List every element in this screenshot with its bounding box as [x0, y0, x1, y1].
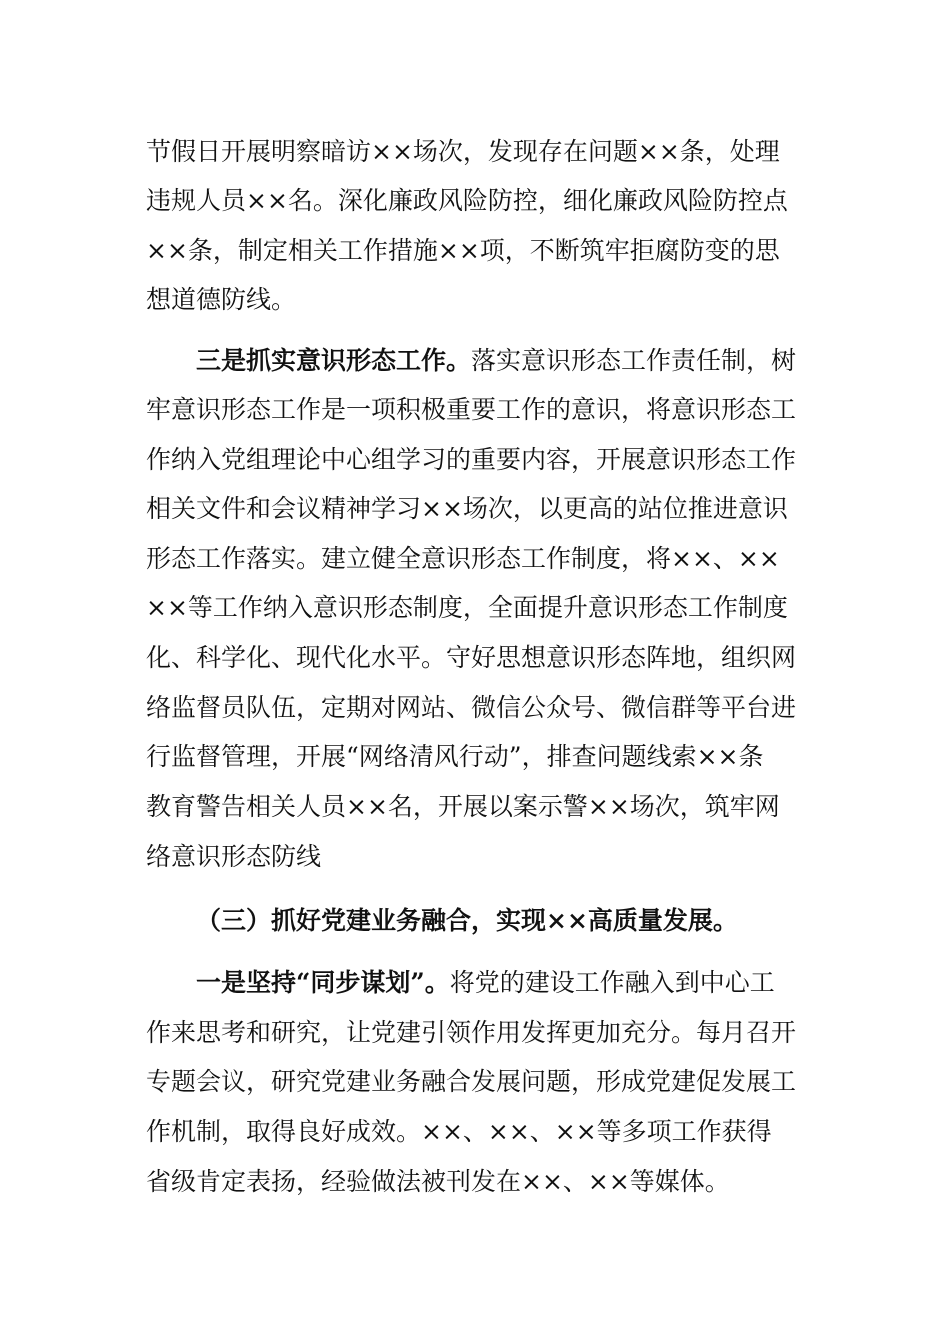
paragraph-line: 教育警告相关人员××名，开展以案示警××场次，筑牢网 [146, 792, 780, 821]
paragraph-line: 络监督员队伍，定期对网站、微信公众号、微信群等平台进 [146, 693, 797, 722]
paragraph-line: 专题会议，研究党建业务融合发展问题，形成党建促发展工 [146, 1067, 797, 1096]
paragraph-line: 违规人员××名。深化廉政风险防控，细化廉政风险防控点 [146, 186, 788, 215]
paragraph-line: 作来思考和研究，让党建引领作用发挥更加充分。每月召开 [146, 1018, 797, 1047]
paragraph-line: ××等工作纳入意识形态制度，全面提升意识形态工作制度 [146, 593, 788, 622]
paragraph-lead-heading: 一是坚持“同步谋划”。 [196, 968, 450, 997]
paragraph-line: 作纳入党组理论中心组学习的重要内容，开展意识形态工作 [146, 445, 797, 474]
paragraph-line: 作机制，取得良好成效。××、××、××等多项工作获得 [146, 1117, 772, 1146]
paragraph-line: 行监督管理，开展“网络清风行动”，排查问题线索××条 [146, 742, 764, 771]
paragraph-line: 想道德防线。 [146, 285, 297, 314]
paragraph-line: 化、科学化、现代化水平。守好思想意识形态阵地，组织网 [146, 643, 797, 672]
paragraph-line: 络意识形态防线 [146, 842, 322, 871]
paragraph-lead-heading: 三是抓实意识形态工作。 [196, 346, 472, 375]
paragraph-line: 省级肯定表扬，经验做法被刊发在××、××等媒体。 [146, 1167, 730, 1196]
paragraph-text: 落实意识形态工作责任制，树 [471, 346, 797, 375]
paragraph-first-line [196, 968, 806, 998]
section-heading: （三）抓好党建业务融合，实现××高质量发展。 [196, 906, 738, 935]
paragraph-text: 将党的建设工作融入到中心工 [449, 968, 775, 997]
paragraph-line: 相关文件和会议精神学习××场次，以更高的站位推进意识 [146, 494, 788, 523]
paragraph-line: 节假日开展明察暗访××场次，发现存在问题××条，处理 [146, 137, 780, 166]
paragraph-first-line [196, 346, 806, 376]
paragraph-line: 形态工作落实。建立健全意识形态工作制度，将××、×× [146, 544, 780, 573]
paragraph-line: ××条，制定相关工作措施××项，不断筑牢拒腐防变的思 [146, 236, 780, 265]
paragraph-line: 牢意识形态工作是一项积极重要工作的意识，将意识形态工 [146, 395, 797, 424]
